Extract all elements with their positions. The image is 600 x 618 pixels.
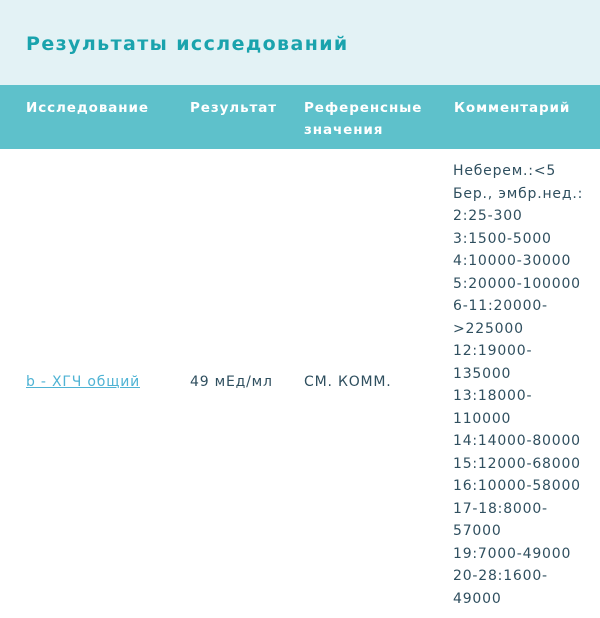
comment-line: 12:19000- [453, 343, 533, 359]
comment-line: 4:10000-30000 [453, 253, 572, 269]
comment-line: Бер., эмбр.нед.: [453, 185, 584, 202]
comment-line: 5:20000-100000 [453, 275, 581, 292]
table-header [0, 85, 600, 149]
comment-line: 57000 [453, 523, 502, 539]
page-header [0, 0, 600, 85]
comment-line: 6-11:20000- [453, 298, 548, 314]
comment-line: 17-18:8000- [453, 500, 548, 517]
comment-line: >225000 [453, 320, 524, 337]
comment-line: 49000 [453, 590, 502, 607]
column-header-comment: Комментарий [454, 100, 571, 116]
page-title: Результаты исследований [26, 33, 349, 55]
comment-line: 19:7000-49000 [453, 545, 572, 562]
study-link[interactable]: b - ХГЧ общий [26, 374, 140, 390]
comment-line: 13:18000- [453, 388, 533, 404]
reference-value: СМ. КОММ. [304, 374, 392, 390]
comment-line: 20-28:1600- [453, 568, 548, 584]
column-header-reference: Референсные значения [304, 100, 423, 138]
comment-line: 15:12000-68000 [453, 455, 581, 472]
comment-cell [453, 160, 583, 610]
comment-line: 3:1500-5000 [453, 230, 552, 247]
comment-line: 2:25-300 [453, 208, 523, 224]
comment-line: 135000 [453, 365, 512, 382]
table-row [0, 149, 600, 618]
comment-line: Неберем.:<5 [453, 163, 557, 179]
comment-line: 14:14000-80000 [453, 433, 581, 449]
comment-line: 110000 [453, 410, 512, 427]
column-header-study: Исследование [26, 100, 149, 116]
column-header-result: Результат [190, 100, 277, 116]
result-value: 49 мЕд/мл [190, 374, 273, 390]
comment-line: 16:10000-58000 [453, 478, 581, 494]
